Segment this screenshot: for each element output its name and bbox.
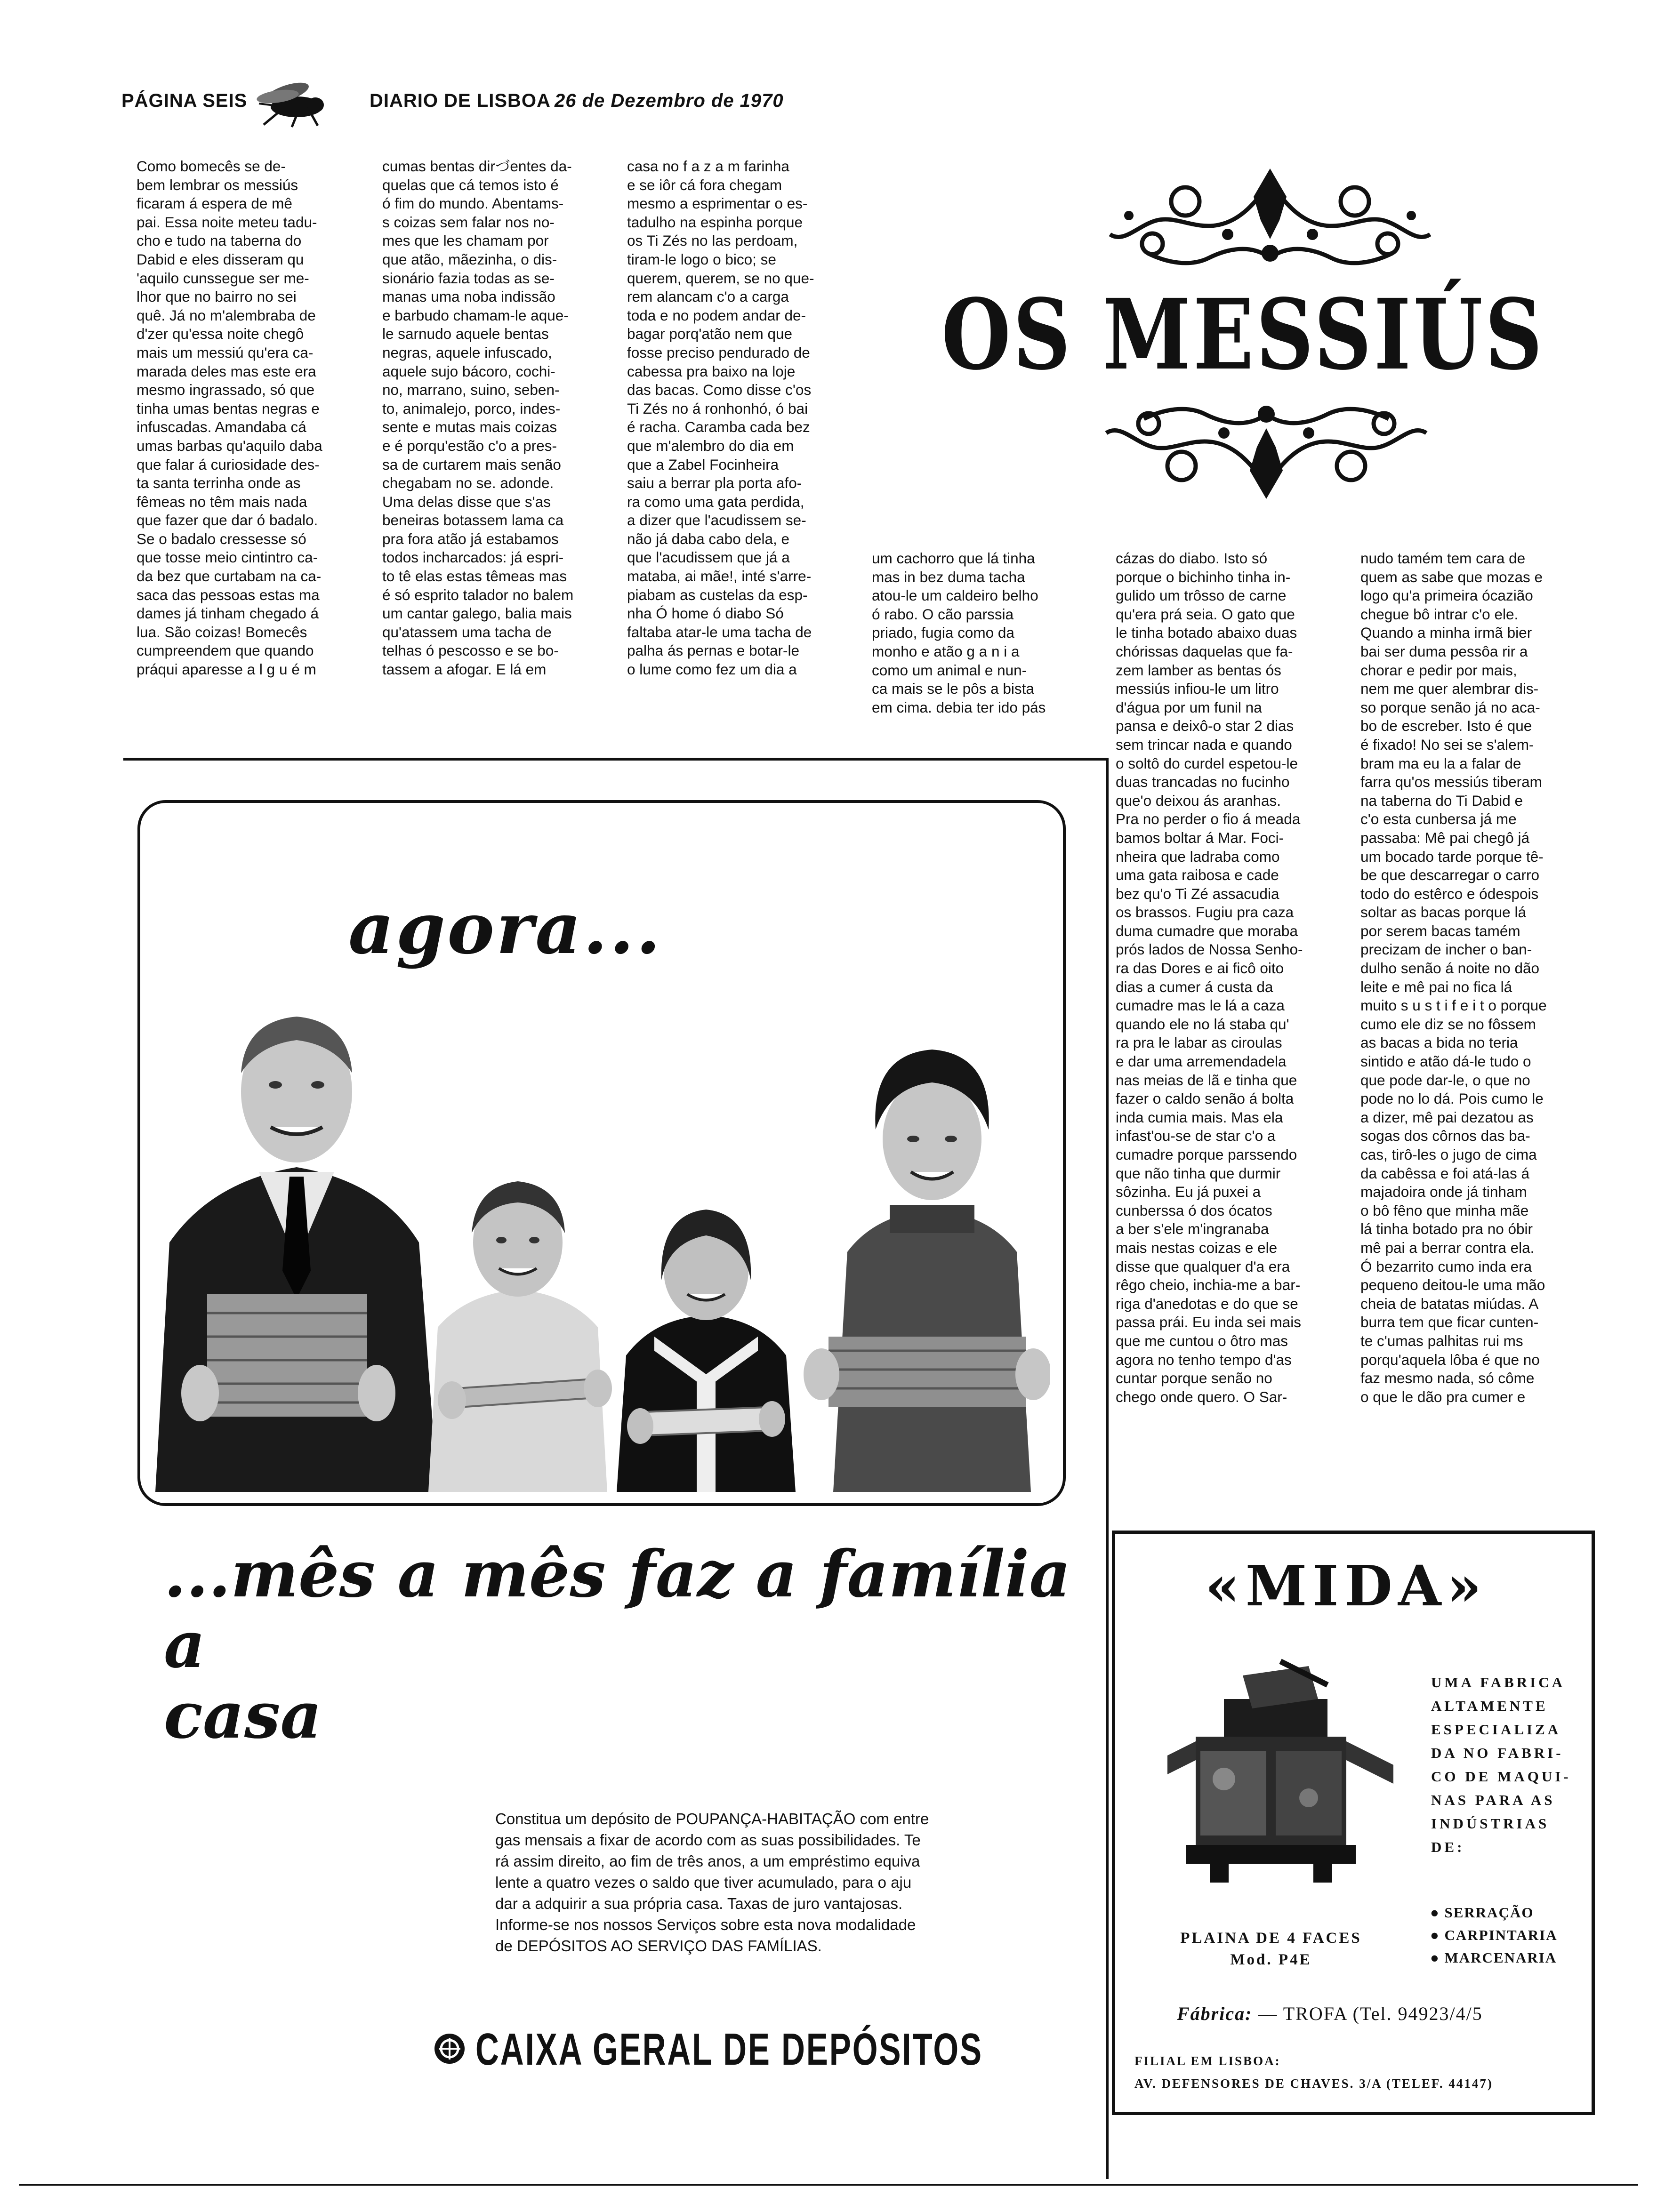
cgd-ad-headline: agora... xyxy=(348,887,663,970)
mida-factory-value: — TROFA (Tel. 94923/4/5 xyxy=(1258,2003,1483,2024)
mida-factory-label: Fábrica: xyxy=(1177,2003,1253,2024)
issue-date: 26 de Dezembro de 1970 xyxy=(555,90,784,111)
father-figure xyxy=(155,1017,438,1492)
article-column-6: nudo tamém tem cara de quem as sabe que mozas e logo qu'a primeira ócazião chegue bô intrar c'o ele. Quando a minha irmã bier bai ser duma pessôa rir a chorar e pedir por mais, nem me quer alembrar dis- so porque senão já no aca- bo de escreber. Isto é que é fixado! No sei se s'alem- bram ma eu la a falar de farra qu'os messiús tiberam na taberna do Ti Dabid e c'o esta cunbersa já me passaba: Mê pai chegô já um bocado tarde porque tê- be que descarregar o carro todo do estêrco e ódespois soltar as bacas porque lá por serem bacas tamém precizam de incher o ban- dulho senão á noite no dão leite e mê pai no fica lá muito s u s t i f e i t o porque cumo ele diz se no fôssem as bacas a bida no teria sintido e atão dá-le tudo o que pode dar-le, o que no pode no lo dá. Pois cumo le a dizer, mê pai dezatou as sogas dos côrnos das ba- cas, tirô-les o jugo de cima da cabêssa e foi atá-las á majadoira onde já tinham o bô fêno que minha mãe lá tinha botado pra no óbir mê pai a berrar contra ela. Ó bezarrito cumo inda era pequeno deitou-le uma mão cheia de batatas miúdas. A burra tem que ficar cunten- te c'umas palhitas rui ms porqu'aquela lôba é que no faz mesmo nada, só côme o que le dão pra cumer e xyxy=(1360,550,1547,1405)
mother-figure xyxy=(804,1050,1050,1492)
fly-logo-icon xyxy=(245,78,339,129)
cgd-bank-name: CAIXA GERAL DE DEPÓSITOS xyxy=(475,2024,983,2075)
column-rule-vertical xyxy=(1106,758,1109,2179)
mida-filial xyxy=(1134,2050,1493,2095)
cgd-ad-body: Constitua um depósito de POUPANÇA-HABITAÇÃO com entre gas mensais a fixar de acordo com as suas possibilidades. Te rá assim direito, ao fim de três anos, a um empréstimo equiva lente a quatro vezes o saldo que tiver acumulado, para o aju dar a adquirir a sua própria casa. Taxas de juro vantajosas. Informe-se nos nossos Serviços sobre esta nova modalidade de DEPÓSITOS AO SERVIÇO DAS FAMÍLIAS. xyxy=(495,1810,929,1955)
mida-industry-item: ● CARPINTARIA xyxy=(1430,1927,1558,1943)
article-title: OS MESSIÚS xyxy=(941,278,1545,392)
article-column-4: um cachorro que lá tinha mas in bez duma tacha atou-le um caldeiro belho ó rabo. O cão parssia priado, fugia como da monho e atão g a n i a como um animal e nun- ca mais se le pôs a bista em cima. debia ter ido pás xyxy=(872,550,1046,716)
planing-machine-illustration xyxy=(1130,1657,1412,1892)
article-column-2: cumas bentas dirづentes da- quelas que cá temos isto é ó fim do mundo. Abentams- s coizas sem falar nos no- mes que les chamam por que atão, mãezinha, o dis- sionário fazia todas as se- manas uma noba indissão e barbudo chamam-le aque- le sarnudo aquele bentas negras, aquele infuscado, aquele sujo bácoro, cochi- no, marrano, suino, seben- to, animalejo, porco, indes- sente e mutas mais coizas e é porqu'estão c'o a pres- sa de curtarem mais senão chegabam no se. adonde. Uma delas disse que s'as beneiras botassem lama ca pra fora atão já estabamos todos incharcados: já espri- to tê elas estas têmeas mas é só esprito talador no balem um cantar galego, balia mais qu'atassem uma tacha de telhas ó pescosso e se bo- tassem a afogar. E lá em xyxy=(382,158,574,678)
column-rule-top xyxy=(123,758,1107,761)
bottom-rule xyxy=(19,2184,1638,2186)
mida-industry-item: ● SERRAÇÃO xyxy=(1430,1904,1534,1921)
son-figure xyxy=(428,1181,612,1492)
mida-factory-line xyxy=(1177,2003,1483,2025)
mida-product xyxy=(1130,1927,1412,1971)
mida-filial-label: FILIAL EM LISBOA: xyxy=(1134,2054,1281,2068)
bottom-ornament-icon xyxy=(1097,400,1436,504)
mida-industry-item: ● MARCENARIA xyxy=(1430,1949,1557,1966)
top-ornament-icon xyxy=(1101,164,1440,272)
mida-ad-tagline: UMA FABRICA ALTAMENTE ESPECIALIZA DA NO FABRI- CO DE MAQUI- NAS PARA AS INDÚSTRIAS DE: xyxy=(1431,1674,1571,1855)
daughter-figure xyxy=(617,1210,796,1492)
mida-product-model: Mod. P4E xyxy=(1230,1951,1312,1968)
mida-ad-title: «MIDA» xyxy=(1205,1553,1488,1619)
mida-filial-address: AV. DEFENSORES DE CHAVES. 3/A (TELEF. 44147) xyxy=(1134,2076,1493,2091)
article-column-5: cázas do diabo. Isto só porque o bichinho tinha in- gulido um trôsso de carne qu'era prá seia. O gato que le tinha botado abaixo duas chórissas daquelas que fa- zem lamber as bentas ós messiús infiou-le um litro d'água por um funil na pansa e deixô-o star 2 dias sem trincar nada e quando o soltô do curdel espetou-le duas trancadas no fucinho que'o deixou ás aranhas. Pra no perder o fio á meada bamos boltar á Mar. Foci- nheira que ladraba como uma gata raibosa e cade bez qu'o Ti Zé assacudia os brassos. Fugiu pra caza duma cumadre que moraba prós lados de Nossa Senho- ra das Dores e ai ficô oito dias a cumer á custa da cumadre mas le lá a caza quando ele no lá staba qu' ra pra le labar as ciroulas e dar uma arremendadela nas meias de lã e tinha que fazer o caldo senão á bolta inda cumia mais. Mas ela infast'ou-se de star c'o a cumadre porque parssendo que não tinha que durmir sôzinha. Eu já puxei a cunberssa ó dos ócatos a ber s'ele m'ingranaba mais nestas coizas e ele disse que qualquer d'a era rêgo cheio, inchia-me a bar- riga d'anedotas e do que se passa prái. Eu inda sei mais que me cuntou o ôtro mas agora no tenho tempo d'as cuntar porque senão no chego onde quero. O Sar- xyxy=(1116,550,1303,1405)
cgd-emblem-icon xyxy=(433,2032,466,2065)
mida-product-name: PLAINA DE 4 FACES xyxy=(1180,1930,1362,1947)
mida-industry-list xyxy=(1430,1901,1558,1969)
article-column-3: casa no f a z a m farinha e se iôr cá fora chegam mesmo a esprimentar o es- tadulho na espinha porque os Ti Zés no las perdoam, tiram-le logo o bico; se querem, querem, se no que- rem alancam c'o a carga toda e no podem andar de- bagar porq'atão nem que fosse preciso pendurado de cabessa pra baixo na loje das bacas. Como disse c'os Ti Zés no á ronhonhó, ó bai é racha. Caramba cada bez que m'alembro do dia em que a Zabel Focinheira saiu a berrar pla porta afo- ra como uma gata perdida, a dizer que l'acudissem se- não já daba cabo dela, e que l'acudissem que já a mataba, ai mãe!, inté s'arre- piabam as custelas da esp- nha Ó home ó diabo Só faltaba atar-le uma tacha de palha ás pernas e botar-le o lume como fez um dia a xyxy=(627,158,814,678)
page-number: PÁGINA SEIS xyxy=(121,90,248,111)
cgd-ad-slogan: ...mês a mês faz a família a casa xyxy=(164,1537,1071,1753)
article-column-1: Como bomecês se de- bem lembrar os messiús ficaram á espera de mê pai. Essa noite meteu tadu- cho e tudo na taberna do Dabid e eles disseram qu 'aquilo cunssegue ser me- lhor que no bairro no sei quê. Já no m'alembraba de d'zer qu'essa noite chegô mais um messiú qu'era ca- marada deles mas este era mesmo ingrassado, só que tinha umas bentas negras e infuscadas. Amandaba cá umas barbas qu'aquilo daba que falar á curiosidade des- ta santa terrinha onde as fêmeas no têm mais nada que fazer que dar ó badalo. Se o badalo cressesse só que tosse meio cintintro ca- da bez que curtabam na ca- saca das pessoas estas ma dames já tinham chegado á lua. São coizas! Bomecês cumpreendem que quando práqui aparesse a l g u é m xyxy=(137,158,322,678)
newspaper-name: DIARIO DE LISBOA xyxy=(370,90,551,111)
family-photo xyxy=(155,979,1050,1492)
